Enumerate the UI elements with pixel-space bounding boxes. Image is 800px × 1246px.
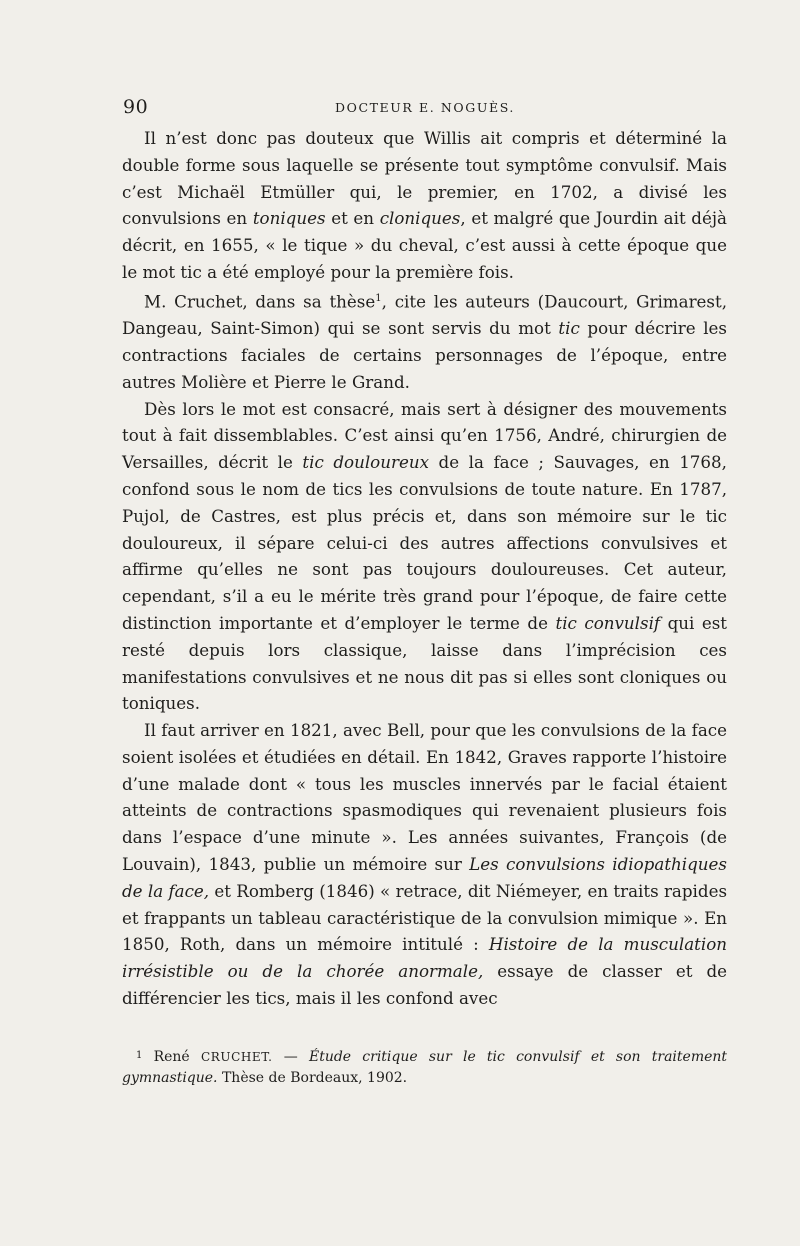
page-header bbox=[123, 96, 727, 122]
paragraph-2: M. Cruchet, dans sa thèse$^1$, cite les auteurs (Daucourt, Grimarest, Dangeau, Saint-Simon) qui se sont servis du mot tic pour décrire les contractions faciales de certains personnages de l’époque, entre autres Molière et Pierre le Grand. bbox=[122, 291, 727, 392]
paragraph-1: Il n’est donc pas douteux que Willis ait compris et déterminé la double forme sous laquelle se présente tout symptôme convulsif. Mais c’est Michaël Etmüller qui, le premier, en 1702, a divisé les convulsions en toniques et en cloniques, et malgré que Jourdin ait déjà décrit, en 1655, « le tique » du cheval, c’est aussi à cette époque que le mot tic a été employé pour la première fois. bbox=[122, 128, 727, 282]
italic-title: Les convulsions idiopathiques de la face, bbox=[122, 854, 727, 901]
footnote-ref: 1 bbox=[375, 292, 382, 304]
footnote: $^1$ René CRUCHET. — Étude critique sur le tic convulsif et son traitement gymnastique. Thèse de Bordeaux, 1902. bbox=[122, 1049, 728, 1086]
footnote-author-last: CRUCHET. bbox=[200, 1050, 273, 1064]
running-head: DOCTEUR E. NOGUÈS. bbox=[334, 100, 515, 115]
italic-term: cloniques bbox=[379, 208, 461, 229]
footnote-title: Étude critique sur le tic convulsif et son traitement gymnastique. bbox=[122, 1049, 728, 1086]
italic-term: tic convulsif bbox=[555, 612, 661, 633]
footnote-author-first: René bbox=[153, 1049, 190, 1065]
italic-title: Histoire de la musculation irrésistible ou de la chorée anormale, bbox=[122, 934, 727, 982]
paragraph-3: Dès lors le mot est consacré, mais sert à désigner des mouvements tout à fait dissemblables. C’est ainsi qu’en 1756, André, chirurgien de Versailles, décrit le tic douloureux de la face ; Sauvages, en 1768, confond sous le nom de tics les convulsions de toute nature. En 1787, Pujol, de Castres, est plus précis et, dans son mémoire sur le tic douloureux, il sépare celui-ci des autres affections convulsives et affirme qu’elles ne sont pas toujours douloureuses. Cet auteur, cependant, s’il a eu le mérite très grand pour l’époque, de faire cette distinction importante et d’employer le terme de tic convulsif qui est resté depuis lors classique, laisse dans l’imprécision ces manifestations convulsives et ne nous dit pas si elles sont cloniques ou toniques. bbox=[122, 398, 727, 714]
page-number: 90 bbox=[123, 96, 149, 118]
italic-term: toniques bbox=[252, 208, 326, 229]
italic-term: tic bbox=[558, 318, 580, 339]
body-text bbox=[122, 125, 727, 1012]
footnote-marker: 1 bbox=[136, 1050, 143, 1061]
paragraph-4: Il faut arriver en 1821, avec Bell, pour que les convulsions de la face soient isolées et étudiées en détail. En 1842, Graves rapporte l’histoire d’une malade dont « tous les muscles innervés par le facial étaient atteints de contractions spasmodiques qui revenaient plusieurs fois dans l’espace d’une minute ». Les années suivantes, François (de Louvain), 1843, publie un mémoire sur Les convulsions idiopathiques de la face, et Romberg (1846) « retrace, dit Niémeyer, en traits rapides et frappants un tableau caractéristique de la convulsion mimique ». En 1850, Roth, dans un mémoire intitulé : Histoire de la musculation irrésistible ou de la chorée anormale, essaye de classer et de différencier les tics, mais il les confond avec bbox=[122, 720, 728, 1009]
italic-term: tic douloureux bbox=[302, 452, 429, 473]
